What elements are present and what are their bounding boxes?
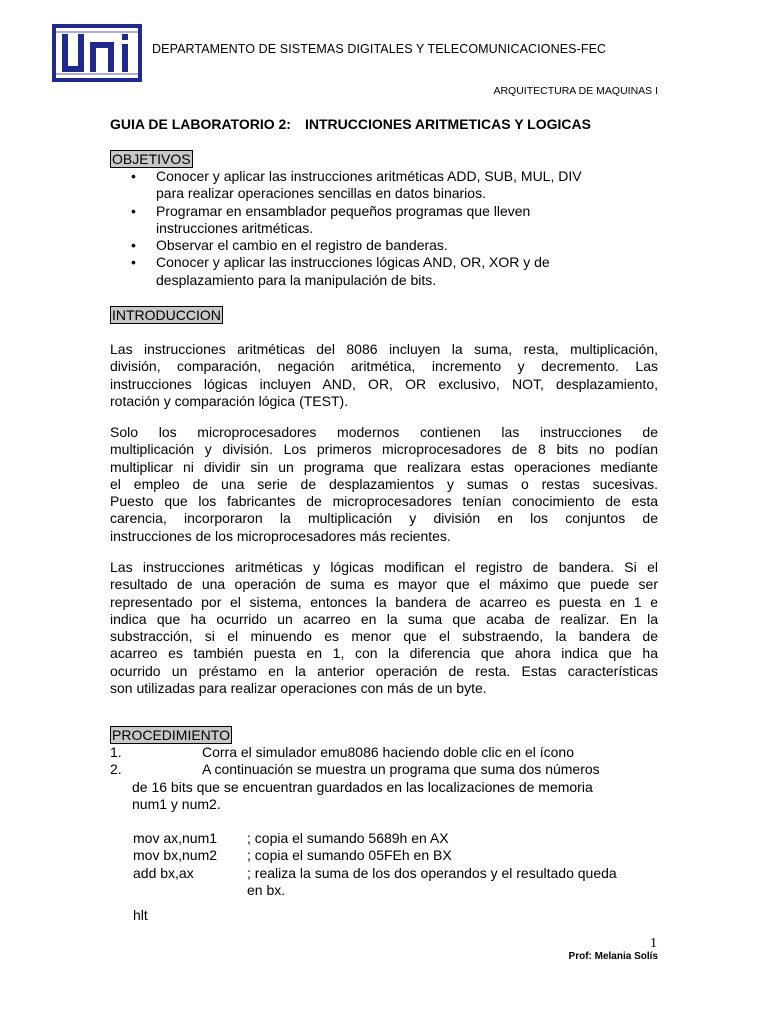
code-comment: ; realiza la suma de los dos operandos y el resultado queda: [247, 864, 617, 881]
procedure-step: [110, 761, 658, 813]
procedure-steps: [110, 744, 658, 813]
code-comment: ; copia el sumando 05FEh en BX: [247, 847, 452, 864]
title-part2: INTRUCCIONES ARITMETICAS Y LOGICAS: [304, 116, 591, 132]
objective-line: Conocer y aplicar las instrucciones lógicas AND, OR, XOR y de: [156, 254, 550, 271]
objective-line: desplazamiento para la manipulación de bits.: [156, 271, 437, 288]
bullet-icon: •: [131, 168, 136, 184]
step-number: 2.: [110, 761, 122, 778]
paragraph-line: rotación y comparación lógica (TEST).: [110, 392, 349, 409]
bullet-icon: •: [131, 202, 136, 219]
intro-paragraph-1: [110, 341, 658, 410]
paragraph-line: resultado de una operación de suma es mayor que el máximo que puede ser: [110, 576, 658, 593]
paragraph-line: acarreo es también puesta en 1, con la diferencia que ahora indica que ha: [110, 645, 658, 662]
code-comment: ; copia el sumando 5689h en AX: [247, 830, 449, 846]
objective-line: Conocer y aplicar las instrucciones aritméticas ADD, SUB, MUL, DIV: [156, 168, 582, 184]
bullet-icon: •: [131, 254, 136, 271]
objective-item: [130, 254, 670, 289]
title-part1: GUIA DE LABORATORIO 2:: [110, 116, 291, 132]
code-instruction: add bx,ax: [133, 864, 194, 881]
objectives-list: [130, 168, 670, 289]
paragraph-line: el empleo de una serie de desplazamientos y sumas o restas sucesivas.: [110, 475, 658, 492]
step-number: 1.: [110, 744, 122, 760]
procedure-step: [110, 744, 658, 761]
section-heading-objetivos: OBJETIVOS: [112, 151, 191, 167]
section-heading-procedimiento: PROCEDIMIENTO: [112, 727, 230, 743]
paragraph-line: substracción, si el minuendo es menor que el substraendo, la bandera de: [110, 628, 658, 645]
paragraph-line: división, comparación, negación aritmética, incremento y decremento. Las: [110, 358, 658, 375]
objective-line: Programar en ensamblador pequeños programas que lleven: [156, 202, 531, 219]
step-text-continued: de 16 bits que se encuentran guardados en las localizaciones de memoria: [132, 778, 593, 795]
paragraph-line: representado por el sistema, entonces la bandera de acarreo es puesta en 1 e: [110, 593, 658, 610]
paragraph-line: son utilizadas para realizar operaciones con más de un byte.: [110, 680, 487, 697]
paragraph-line: multiplicar ni dividir sin un programa que realizara estas operaciones mediante: [110, 458, 658, 475]
paragraph-line: multiplicación y división. Los primeros microprocesadores de 8 bits no podían: [110, 441, 658, 458]
intro-paragraph-3: [110, 559, 658, 697]
paragraph-line: Solo los microprocesadores modernos contienen las instrucciones de: [110, 424, 658, 440]
paragraph-line: instrucciones lógicas incluyen AND, OR, OR exclusivo, NOT, desplazamiento,: [110, 375, 658, 392]
paragraph-line: indica que ha ocurrido un acarreo en la suma que acaba de realizar. En la: [110, 610, 658, 627]
step-text: A continuación se muestra un programa que suma dos números: [202, 761, 600, 778]
code-instruction: mov bx,num2: [133, 847, 218, 864]
objective-line: instrucciones aritméticas.: [156, 219, 314, 236]
objective-item: [130, 237, 670, 254]
course-name: ARQUITECTURA DE MAQUINAS I: [493, 85, 658, 97]
paragraph-line: Las instrucciones aritméticas del 8086 incluyen la suma, resta, multiplicación,: [110, 341, 658, 357]
step-text-continued: num1 y num2.: [132, 795, 221, 812]
page-title: [110, 116, 591, 132]
author-footer: Prof: Melania Solís: [568, 951, 658, 962]
department-header: DEPARTAMENTO DE SISTEMAS DIGITALES Y TELECOMUNICACIONES-FEC: [152, 42, 607, 56]
paragraph-line: Puesto que los fabricantes de microprocesadores tenían conocimiento de esta: [110, 493, 658, 510]
paragraph-line: instrucciones de los microprocesadores más recientes.: [110, 527, 451, 544]
step-text: Corra el simulador emu8086 haciendo doble clic en el ícono: [202, 744, 574, 760]
bullet-icon: •: [131, 237, 136, 254]
objective-line: para realizar operaciones sencillas en datos binarios.: [156, 185, 486, 202]
paragraph-line: carencia, incorporaron la multiplicación y división en los conjuntos de: [110, 510, 658, 527]
code-instruction: mov ax,num1: [133, 830, 218, 846]
objective-item: [130, 203, 670, 238]
code-comment: en bx.: [247, 881, 286, 898]
objective-item: [130, 168, 670, 203]
section-heading-introduccion: INTRODUCCION: [112, 307, 221, 323]
page-number: 1: [650, 936, 657, 951]
objective-line: Observar el cambio en el registro de banderas.: [156, 237, 448, 254]
paragraph-line: ocurrido un préstamo en la anterior operación de resta. Estas características: [110, 662, 658, 679]
paragraph-line: Las instrucciones aritméticas y lógicas modifican el registro de bandera. Si el: [110, 559, 658, 575]
code-instruction: hlt: [133, 907, 148, 924]
uni-logo-icon: [52, 24, 142, 82]
intro-paragraph-2: [110, 424, 658, 545]
